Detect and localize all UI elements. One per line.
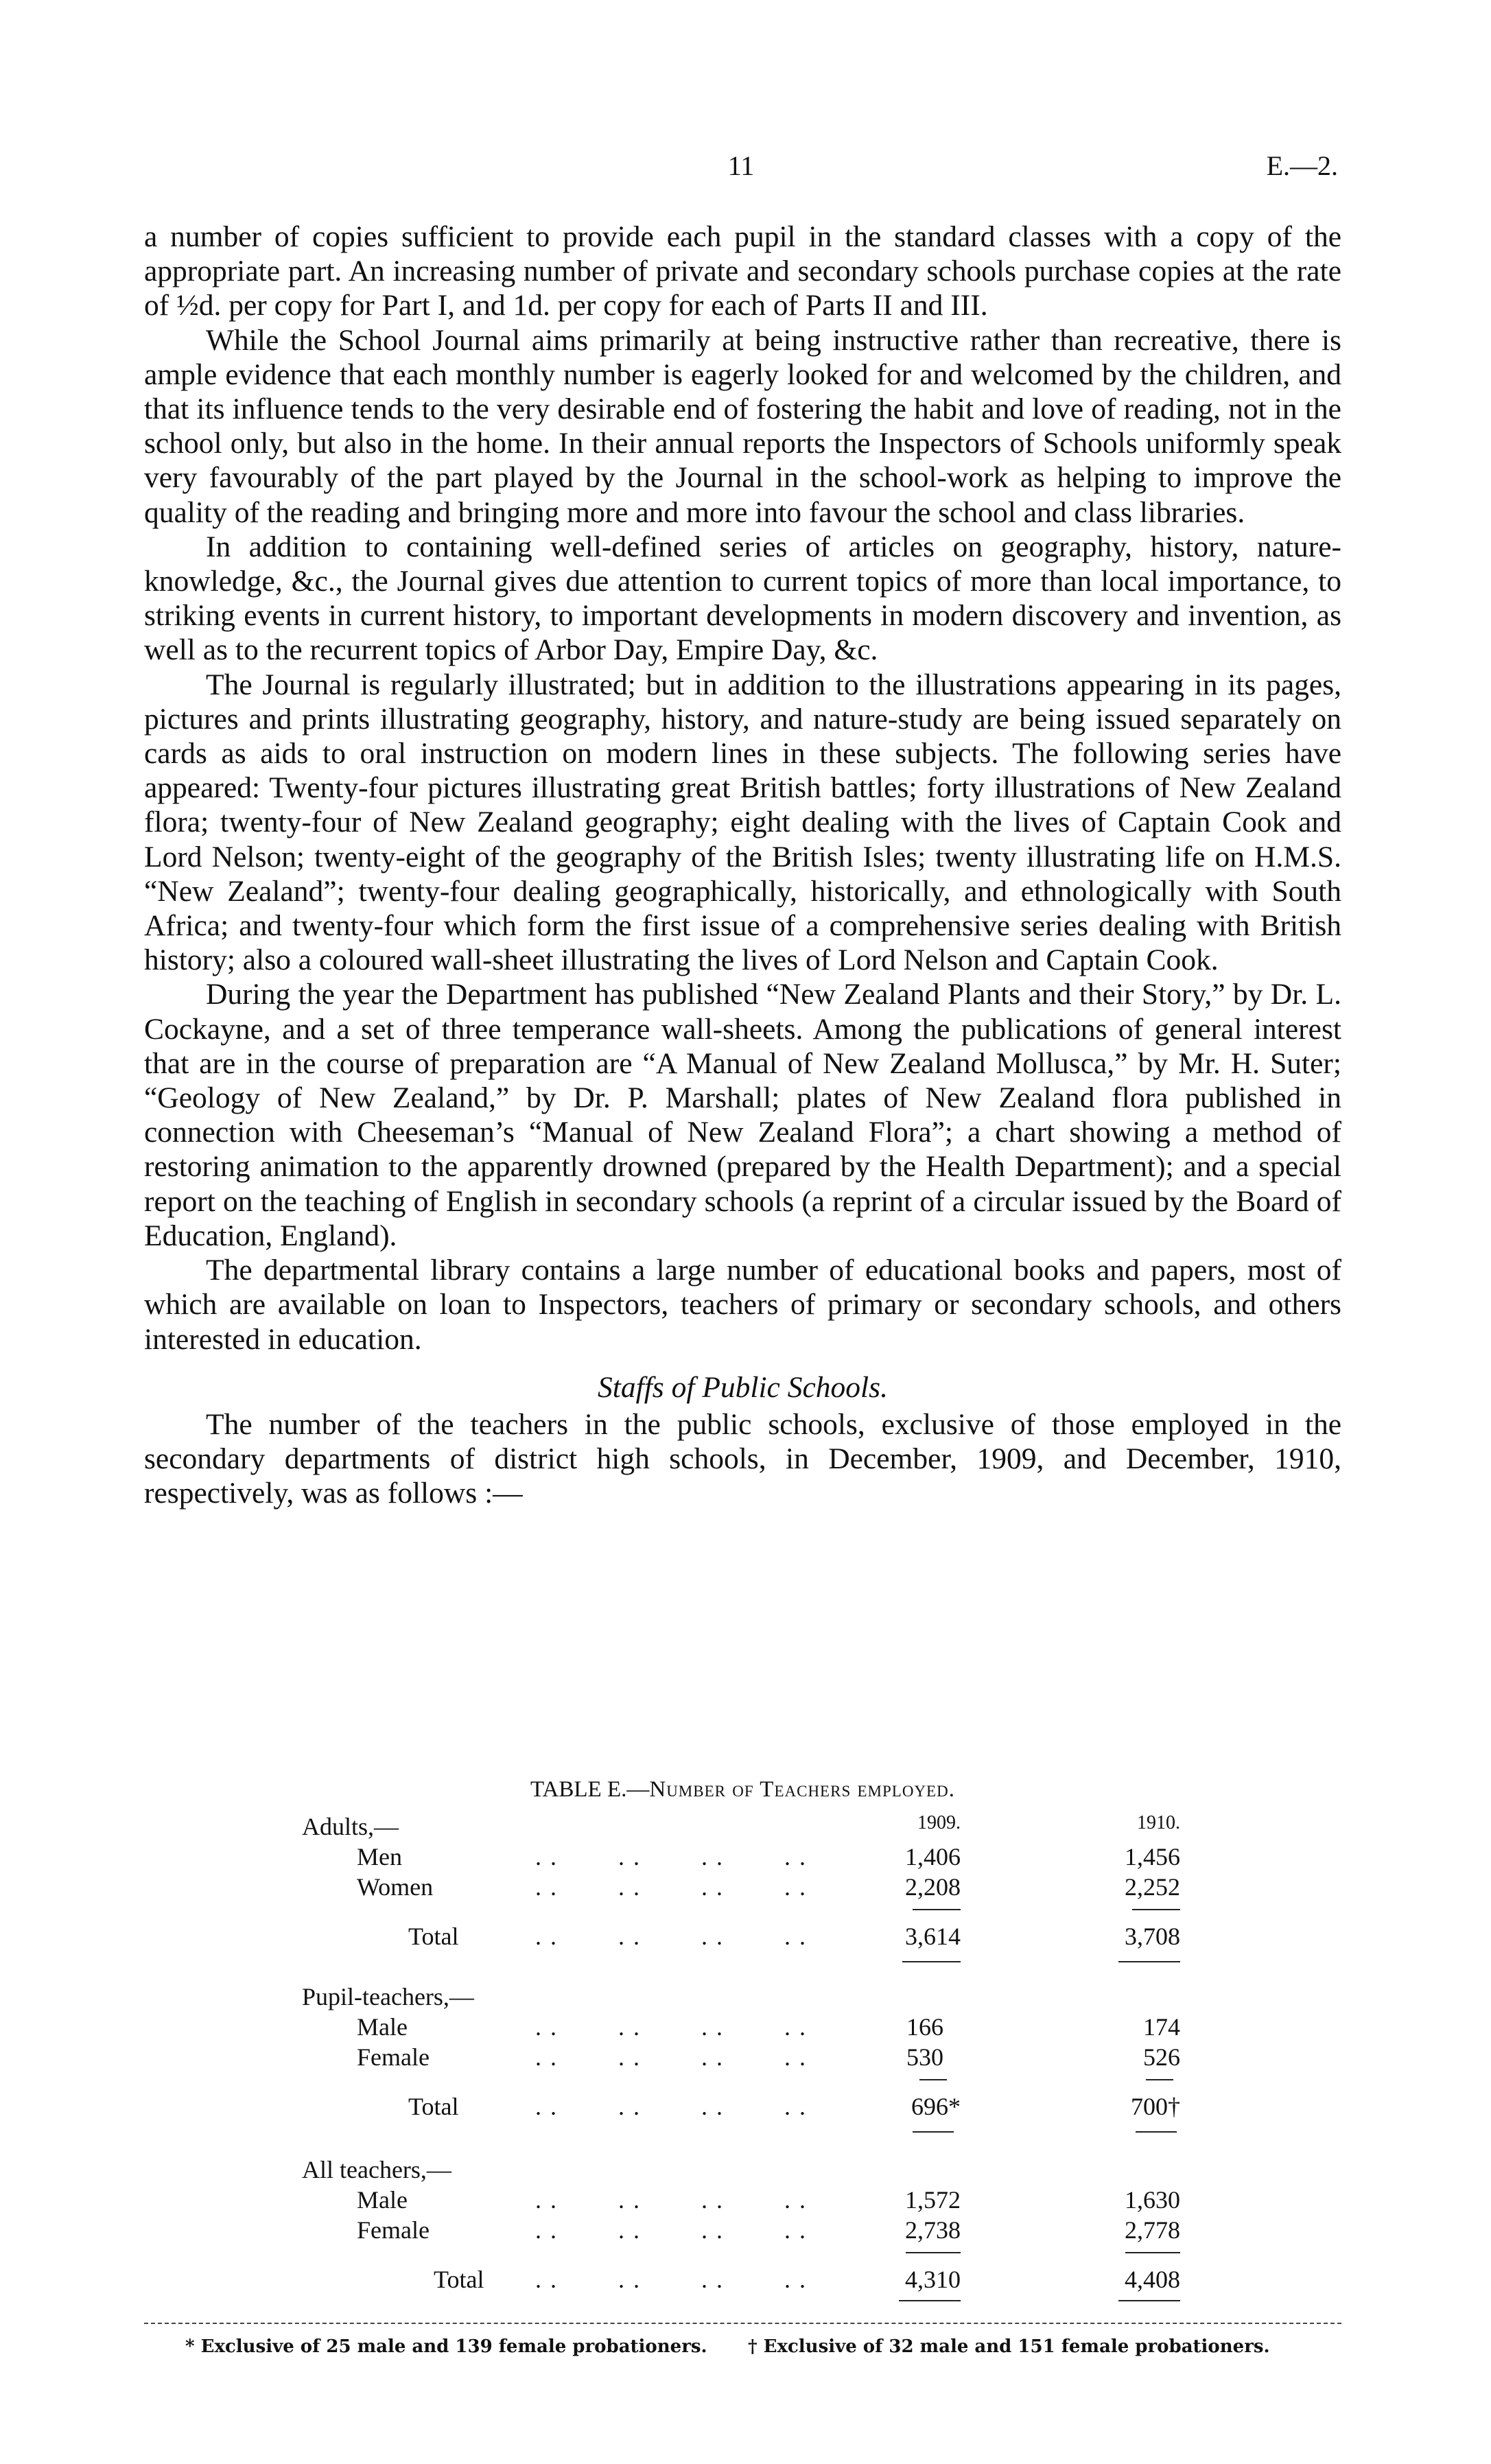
sum-rule	[919, 2079, 947, 2080]
paragraph: While the School Journal aims primarily at being instructive rather than recreative, there is ample evidence that each monthly number is eagerly looked for and welcomed by the children, and that its influence tends to the very desirable end of fostering the habit and love of reading, not in the school only, but also in the home. In their annual reports the Inspectors of Schools uniformly speak very favourably of the part played by the Journal in the school-work as helping to improve the quality of the reading and bringing more and more into favour the school and class libraries.	[144, 323, 1341, 529]
total-rule	[1118, 1961, 1180, 1962]
footnote-divider	[144, 2323, 1341, 2324]
sum-rule	[1125, 2252, 1180, 2253]
group-label: Adults,—	[302, 1813, 399, 1840]
total-rule	[913, 2131, 954, 2133]
paragraph: During the year the Department has published “New Zealand Plants and their Story,” by Dr. L. Cockayne, and a set of three temperance wall-sheets. Among the publications of general interest that are in the course of preparation are “A Manual of New Zealand Mollusca,” by Mr. H. Suter; “Geology of New Zealand,” by Dr. P. Marshall; plates of New Zealand flora published in connection with Cheeseman’s “Manual of New Zealand Flora”; a chart showing a method of restoring animation to the apparently drowned (prepared by the Health Department); and a special report on the teaching of English in secondary schools (a reprint of a circular issued by the Board of Education, England).	[144, 978, 1341, 1252]
leader-dots: . . . . . . . .	[535, 1923, 807, 1950]
paragraph: The Journal is regularly illustrated; but in addition to the illustrations appearing in its pages, pictures and prints illustrating geography, history, and nature-study are being issued separately on cards as aids to oral instruction on modern lines in these subjects. The following series have appeared: Twenty-four pictures illustrating great British battles; forty illustrations of New Zealand flora; twenty-four of New Zealand geography; eight dealing with the lives of Captain Cook and Lord Nelson; twenty-eight of the geography of the British Isles; twenty illustrating life on H.M.S. “New Zealand”; twenty-four dealing geographically, historically, and ethnologically with South Africa; and twenty-four which form the first issue of a comprehensive series dealing with British history; also a coloured wall-sheet illustrating the lives of Lord Nelson and Captain Cook.	[144, 668, 1341, 977]
paragraph: In addition to containing well-defined series of articles on geography, history, nature-knowledge, &c., the Journal gives due attention to current topics of more than local importance, to striking events in current history, to important developments in modern discovery and invention, as well as to the recurrent topics of Arbor Day, Empire Day, &c.	[144, 530, 1341, 667]
row-label: Male	[357, 2186, 408, 2214]
sum-rule	[913, 1909, 961, 1910]
value-1909: 166	[906, 2013, 943, 2041]
leader-dots: . . . . . . . .	[535, 2266, 807, 2293]
sum-rule	[906, 2252, 961, 2253]
row-label: Women	[357, 1873, 434, 1901]
footnote-1909: * Exclusive of 25 male and 139 female probationers.	[185, 2336, 707, 2357]
sum-rule	[1146, 2079, 1173, 2080]
row-label: Men	[357, 1843, 402, 1870]
row-label: Male	[357, 2013, 408, 2041]
running-header	[144, 150, 1338, 191]
value-1910: 526	[1143, 2043, 1180, 2071]
value-1910: 2,778	[1125, 2216, 1180, 2244]
value-1910: 174	[1143, 2013, 1180, 2041]
leader-dots: . . . . . . . .	[535, 2013, 807, 2041]
total-label: Total	[408, 1923, 459, 1950]
total-rule	[1136, 2131, 1177, 2133]
leader-dots: . . . . . . . .	[535, 2043, 807, 2071]
sum-rule	[1132, 1909, 1180, 1910]
total-1910: 700†	[1131, 2093, 1180, 2120]
value-1909: 1,572	[905, 2186, 961, 2214]
column-header-1910: 1910.	[1137, 1812, 1180, 1833]
total-label: Total	[408, 2093, 459, 2120]
leader-dots: . . . . . . . .	[535, 2216, 807, 2244]
value-1910: 2,252	[1125, 1873, 1180, 1901]
value-1909: 2,738	[905, 2216, 961, 2244]
total-1910: 4,408	[1125, 2266, 1180, 2293]
total-1909: 4,310	[905, 2266, 961, 2293]
total-1909: 696*	[911, 2093, 961, 2120]
footnote-1910: † Exclusive of 32 male and 151 female probationers.	[748, 2336, 1270, 2357]
row-label: Female	[357, 2216, 430, 2244]
leader-dots: . . . . . . . .	[535, 2093, 807, 2120]
column-header-1909: 1909.	[917, 1812, 961, 1833]
value-1910: 1,456	[1125, 1843, 1180, 1870]
group-label: Pupil-teachers,—	[302, 1983, 474, 2010]
leader-dots: . . . . . . . .	[535, 2186, 807, 2214]
group-label: All teachers,—	[302, 2156, 451, 2183]
paragraph: The number of the teachers in the public schools, exclusive of those employed in the secondary departments of district high schools, in December, 1909, and December, 1910, respectively, was as follows :—	[144, 1407, 1341, 1510]
leader-dots: . . . . . . . .	[535, 1873, 807, 1901]
total-rule	[1118, 2300, 1180, 2301]
total-rule	[902, 1961, 961, 1962]
value-1910: 1,630	[1125, 2186, 1180, 2214]
total-1909: 3,614	[905, 1923, 961, 1950]
value-1909: 1,406	[905, 1843, 961, 1870]
leader-dots: . . . . . . . .	[535, 1843, 807, 1870]
total-label: Total	[434, 2266, 484, 2293]
value-1909: 530	[906, 2043, 943, 2071]
section-heading: Staffs of Public Schools.	[598, 1370, 888, 1404]
table-caption-prefix: TABLE E.—	[530, 1777, 650, 1802]
row-label: Female	[357, 2043, 430, 2071]
paragraph: a number of copies sufficient to provide each pupil in the standard classes with a copy of the appropriate part. An increasing number of private and secondary schools purchase copies at the rate of ½d. per copy for Part I, and 1d. per copy for each of Parts II and III.	[144, 220, 1341, 322]
page-number: 11	[727, 150, 755, 181]
total-1910: 3,708	[1125, 1923, 1180, 1950]
document-reference: E.—2.	[1266, 150, 1338, 181]
table-caption	[144, 1777, 1341, 1803]
total-rule	[899, 2300, 961, 2301]
paragraph: The departmental library contains a large number of educational books and papers, most of which are available on loan to Inspectors, teachers of primary or secondary schools, and others interested in education.	[144, 1254, 1341, 1356]
body-text	[144, 220, 1341, 1511]
table-caption-title: Number of Teachers employed.	[649, 1777, 955, 1802]
value-1909: 2,208	[905, 1873, 961, 1901]
